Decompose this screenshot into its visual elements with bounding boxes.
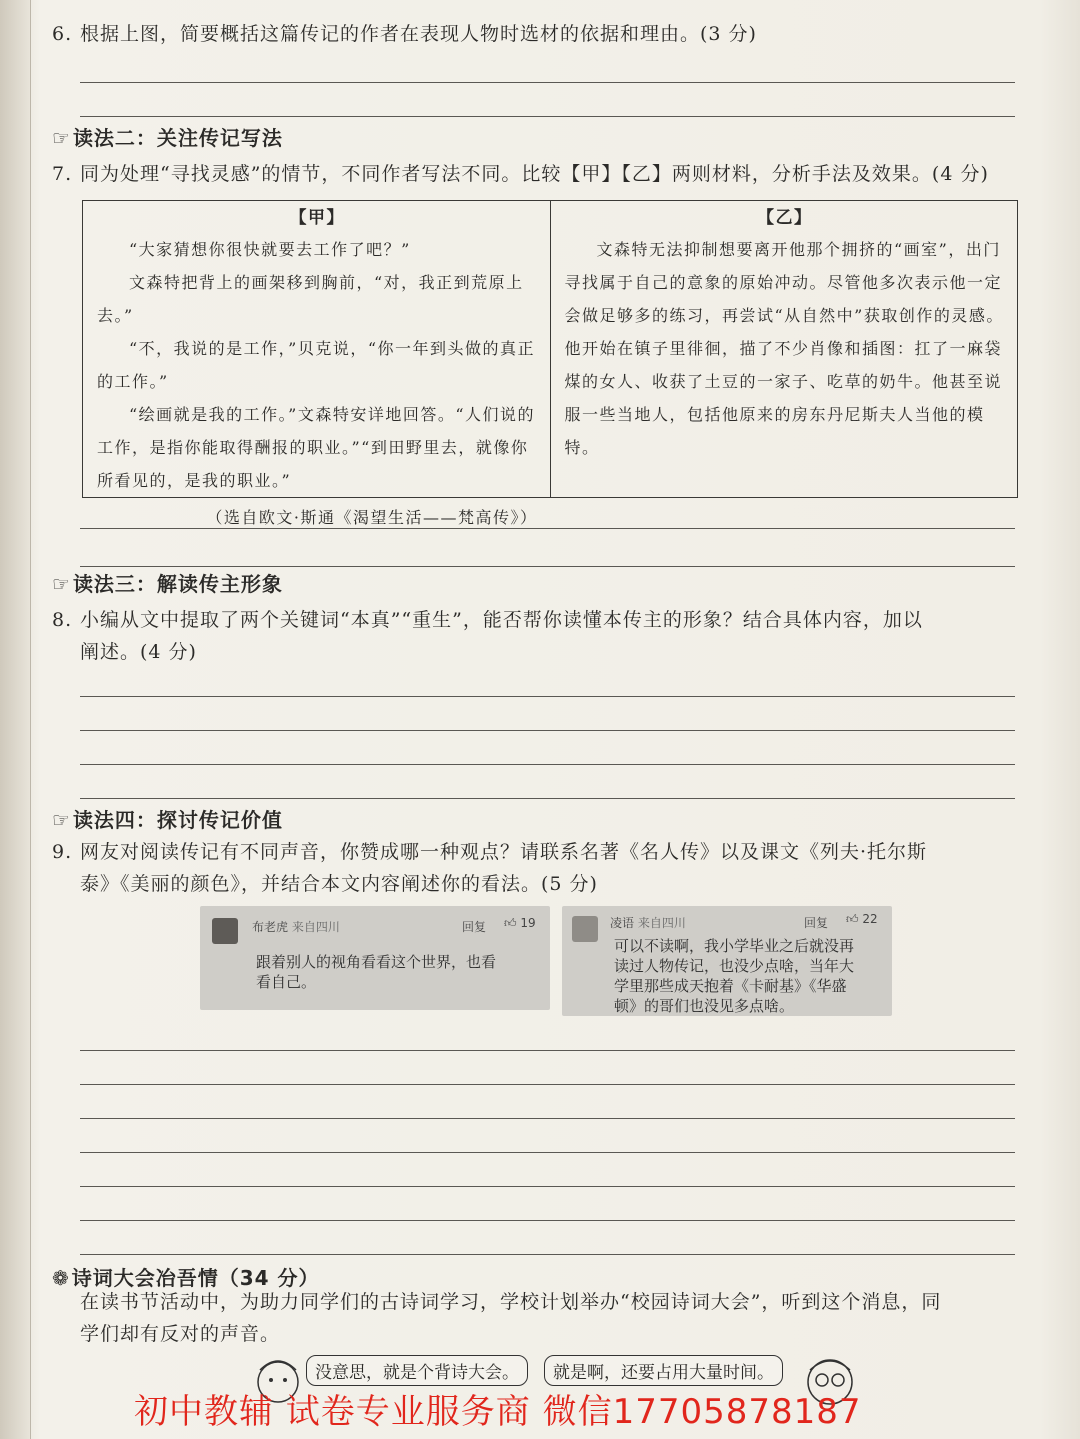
intro-text: 学们却有反对的声音。 (80, 1323, 281, 1345)
reply-button[interactable]: 回复 (804, 916, 829, 930)
question-6 (52, 18, 757, 50)
question-9 (52, 836, 927, 900)
question-text: 根据上图，简要概括这篇传记的作者在表现人物时选材的依据和理由。(3 分) (80, 23, 757, 45)
material-yi (550, 201, 1018, 497)
question-text: 网友对阅读传记有不同声音，你赞成哪一种观点？请联系名著《名人传》以及课文《列夫·托尔斯 (80, 841, 928, 863)
reply-button[interactable]: 回复 (462, 920, 487, 934)
speech-bubble: 没意思，就是个背诗大会。 (306, 1355, 528, 1386)
answer-line[interactable] (80, 82, 1015, 83)
question-text: 泰》《美丽的颜色》，并结合本文内容阐述你的看法。(5 分) (80, 873, 598, 895)
comment-text: 可以不读啊，我小学毕业之后就没再 读过人物传记，也没少点啥，当年大 学里那些成天抱着《卡耐基》《华盛 顿》的哥们也没见多点啥。 (614, 937, 855, 1015)
user-avatar (212, 918, 238, 944)
red-watermark: 初中教辅 试卷专业服务商 微信17705878187 (134, 1392, 862, 1432)
material-heading: 【乙】 (757, 208, 813, 228)
material-paragraph: 文森特无法抑制想要离开他那个拥挤的“画室”，出门寻找属于自己的意象的原始冲动。尽管他多次表示他一定会做足够多的练习，再尝试“从自然中”获取创作的灵感。他开始在镇子里徘徊，描了不少肖像和插图：扛了一麻袋煤的女人、收获了土豆的一家子、吃草的奶牛。他甚至说服一些当地人，包括他原来的房东丹尼斯夫人当他的模特。 (564, 240, 1004, 457)
section-title: 诗词大会冶吾情（34 分） (71, 1266, 320, 1290)
answer-line[interactable] (80, 1050, 1015, 1051)
answer-line[interactable] (80, 1220, 1015, 1221)
material-heading: 【甲】 (289, 208, 345, 228)
material-paragraph: 文森特把背上的画架移到胸前，“对，我正到荒原上去。” (97, 273, 524, 325)
section-heading-3 (52, 568, 283, 597)
section-title: 读法二：关注传记写法 (72, 126, 283, 150)
question-text: 同为处理“寻找灵感”的情节，不同作者写法不同。比较【甲】【乙】两则材料，分析手法及效果。(4 分) (80, 163, 989, 185)
section-title: 读法四：探讨传记价值 (72, 808, 283, 832)
material-jia (83, 201, 550, 527)
thumbs-up-icon: 👍︎ (846, 912, 859, 926)
thumbs-up-icon: 👍︎ (504, 916, 517, 930)
answer-line[interactable] (80, 1118, 1015, 1119)
comparison-table (82, 200, 1018, 527)
speech-bubble: 就是啊，还要占用大量时间。 (544, 1355, 783, 1386)
question-text: 阐述。(4 分) (80, 641, 197, 663)
like-count[interactable]: 👍︎ 22 (846, 912, 878, 926)
question-7 (52, 158, 989, 190)
answer-line[interactable] (80, 730, 1015, 731)
answer-line[interactable] (80, 1084, 1015, 1085)
comment-user: 凌语 来自四川 (610, 916, 686, 930)
question-8 (52, 604, 923, 668)
pointing-hand-icon: ☞ (52, 126, 71, 150)
pointing-hand-icon: ☞ (52, 808, 71, 832)
material-paragraph: “绘画就是我的工作。”文森特安详地回答。“人们说的工作，是指你能取得酬报的职业。”“到田野里去，就像你所看见的，是我的职业。” (97, 405, 536, 490)
answer-line[interactable] (80, 1186, 1015, 1187)
section-title: 读法三：解读传主形象 (72, 572, 283, 596)
section-heading-2 (52, 122, 283, 151)
material-paragraph: “不，我说的是工作，”贝克说，“你一年到头做的真正的工作。” (97, 339, 536, 391)
pointing-hand-icon: ☞ (52, 572, 71, 596)
material-source: （选自欧文·斯通《渴望生活——梵高传》） (206, 508, 538, 527)
comment-text: 跟着别人的视角看看这个世界，也看 看自己。 (256, 953, 497, 991)
user-avatar (572, 916, 598, 942)
comment-card (562, 906, 892, 1016)
question-number: 8. (52, 609, 73, 631)
answer-line[interactable] (80, 798, 1015, 799)
section-heading-4 (52, 804, 283, 833)
answer-line[interactable] (80, 696, 1015, 697)
question-number: 9. (52, 841, 73, 863)
answer-line[interactable] (80, 116, 1015, 117)
comment-card (200, 906, 550, 1010)
answer-line[interactable] (80, 1152, 1015, 1153)
answer-line[interactable] (80, 528, 1015, 529)
book-binding (0, 0, 31, 1439)
intro-text: 在读书节活动中，为助力同学们的古诗词学习，学校计划举办“校园诗词大会”，听到这个消息，同 (80, 1291, 942, 1313)
question-number: 6. (52, 23, 73, 45)
question-text: 小编从文中提取了两个关键词“本真”“重生”，能否帮你读懂本传主的形象？结合具体内容，加以 (80, 609, 923, 631)
answer-line[interactable] (80, 764, 1015, 765)
poetry-intro (80, 1286, 941, 1350)
answer-line[interactable] (80, 1254, 1015, 1255)
flower-bullet-icon: ❁ (52, 1266, 70, 1290)
question-number: 7. (52, 163, 73, 185)
answer-line[interactable] (80, 566, 1015, 567)
material-paragraph: “大家猜想你很快就要去工作了吧？” (129, 240, 411, 259)
comment-user: 布老虎 来自四川 (252, 920, 340, 934)
like-count[interactable]: 👍︎ 19 (504, 916, 536, 930)
